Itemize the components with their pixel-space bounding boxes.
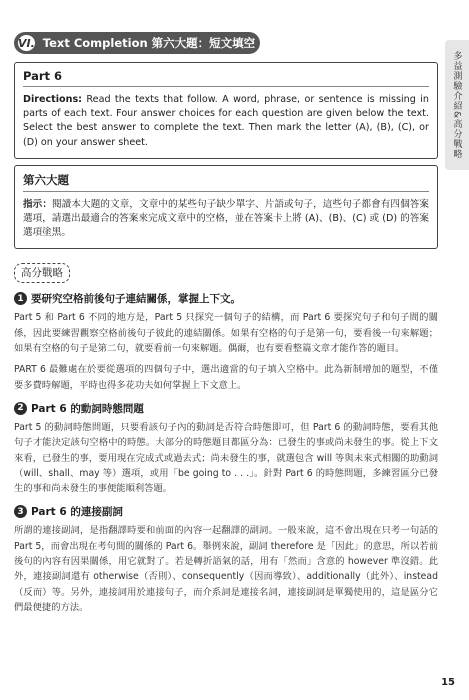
strategy-item-3 [14, 504, 438, 615]
strategy-item-title: Part 6 的動詞時態問題 [31, 402, 144, 415]
chinese-box-title: 第六大題 [23, 172, 429, 192]
english-directions-body: Read the texts that follow. A word, phrase, or sentence is missing in parts of each text. Four answer choices for each question are given below the text. Select the best answer to complete the text. Then mark the letter (A), (B), (C), or (D) on your answer sheet. [23, 94, 429, 148]
strategy-paragraph: PART 6 最難處在於要從選項的四個句子中，選出適當的句子填入空格中。此為新制增加的題型，不僅要多費時解題，平時也得多花功夫如何掌握上下文意上。 [14, 364, 438, 391]
english-directions-box [14, 62, 438, 159]
strategy-item-heading [14, 291, 438, 306]
number-circle-icon: 2 [14, 402, 27, 415]
chinese-directions-label: 指示： [23, 198, 53, 210]
page-number: 15 [441, 677, 455, 688]
strategy-item-heading [14, 401, 438, 416]
strategy-item-2 [14, 401, 438, 496]
section-title: Text Completion 第六大題：短文填空 [42, 36, 256, 50]
page-content [14, 32, 438, 615]
strategy-item-heading [14, 504, 438, 519]
strategy-tag: 高分戰略 [14, 263, 70, 283]
side-chapter-label: 多益測驗介紹&高分戰略 [451, 50, 462, 160]
number-circle-icon: 3 [14, 505, 27, 518]
strategy-paragraph: Part 5 和 Part 6 不同的地方是，Part 5 只探究一個句子的結構，而 Part 6 要探究句子和句子間的關係，因此要練習觀察空格前後句子彼此的連結關係。如果有空格的句子是第一句，要看後一句來解題；如果有空格的句子是第二句，就要看前一句來解題。偶爾，也有要看整篇文章才能作答的題目。 [14, 312, 438, 355]
english-directions-text [23, 93, 429, 150]
section-number-badge: VI. [16, 33, 37, 53]
strategy-paragraph: 所謂的連接副詞，是指翻譯時要和前面的內容一起翻譯的副詞。一般來說，這不會出現在只考一句話的 Part 5，而會出現在考句間的關係的 Part 6。舉例來說，副詞 therefore 是「因此」的意思，所以若前後句的內容有因果關係，用它就對了。若是轉折語氣的話，用有「然而」含意的 however 準沒錯。此外，連接副詞還有 otherwise（否則）、consequently（因而導致）、additionally（此外）、instead（反而）等。另外，連接詞用於連接句子，而介系詞是連接名詞，連接副詞是單獨使用的，這是區分它們最便捷的方法。 [14, 525, 438, 613]
strategy-item-title: Part 6 的連接副詞 [31, 506, 123, 519]
chinese-directions-box [14, 165, 438, 250]
english-box-title: Part 6 [23, 69, 429, 87]
section-banner [14, 32, 260, 54]
number-circle-icon: 1 [14, 292, 27, 305]
strategy-item-1 [14, 291, 438, 392]
chinese-directions-text [23, 198, 429, 241]
side-chapter-tab [445, 40, 469, 170]
strategy-item-title: 要研究空格前後句子連結關係，掌握上下文。 [31, 293, 241, 306]
strategy-paragraph: Part 5 的動詞時態問題，只要看該句子內的動詞是否符合時態即可，但 Part 6 的動詞時態，要看其他句子才能決定該句空格中的時態。大部分的時態題目都區分為：已發生的事或尚未發生的事。從上下文來看，已發生的事，要用現在完成式或過去式；尚未發生的事，就選包含 will 等與未來式相關的助動詞（will、shall、may 等）選項，或用「be going to . . .」。針對 Part 6 的時態問題，多練習區分已發生的事和尚未發生的事便能順利答題。 [14, 421, 438, 495]
english-directions-label: Directions: [23, 94, 83, 105]
chinese-directions-body: 閱讀本大題的文章，文章中的某些句子缺少單字、片語或句子，這些句子都會有四個答案選項，請選出最適合的答案來完成文章中的空格，並在答案卡上將 (A)、(B)、(C) 或 (D) 的答案選項塗黑。 [23, 198, 430, 239]
